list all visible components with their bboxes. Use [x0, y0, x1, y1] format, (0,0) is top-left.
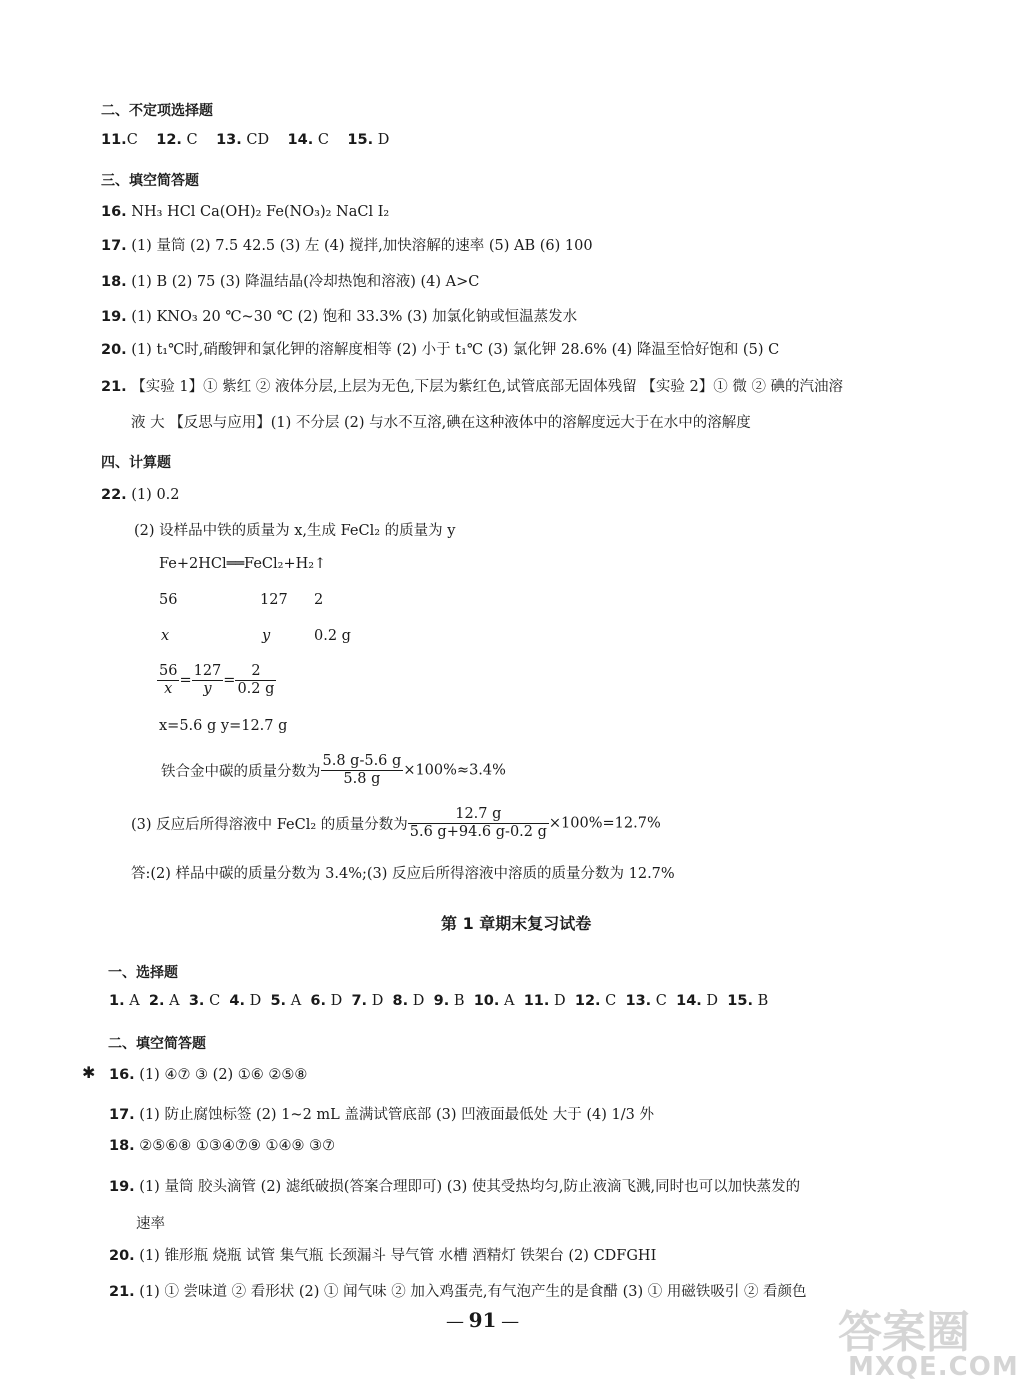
q-number: 20. — [101, 342, 127, 358]
q-number: 11. — [101, 132, 127, 148]
mc2-answers — [101, 132, 389, 148]
q-number: 16. — [101, 204, 127, 220]
section-title-multiple-choice: 二、不定项选择题 — [101, 103, 213, 119]
answer-text: (1) t₁℃时,硝酸钾和氯化钾的溶解度相等 (2) 小于 t₁℃ (3) 氯化钾 28.6% (4) 降温至恰好饱和 (5) C — [131, 342, 780, 358]
answer-line-20 — [101, 338, 779, 359]
carbon-fraction-line: 铁合金中碳的质量分数为 $\frac{5.8 g-5.6 g}{5.8 g}$ ×100%≈3.4% — [161, 753, 506, 787]
answer-text: (1) KNO₃ 20 ℃~30 ℃ (2) 饱和 33.3% (3) 加氯化钠或恒温蒸发水 — [131, 309, 578, 325]
q-number: 12. — [156, 132, 182, 148]
answer-line-c18: 18. ②⑤⑥⑧ ①③④⑦⑨ ①④⑨ ③⑦ — [109, 1138, 336, 1154]
fraction: $\frac{5.8 g-5.6 g}{5.8 g}$ — [322, 753, 402, 787]
answer: D — [377, 132, 390, 148]
answer-line-c19-cont: 速率 — [136, 1216, 165, 1232]
molar-mass-1: 56 — [159, 592, 178, 608]
result-line: x=5.6 g y=12.7 g — [159, 718, 288, 734]
fraction: $\frac{127}{y}$ — [193, 663, 222, 697]
section-title-fill-in-2: 二、填空简答题 — [108, 1036, 206, 1052]
final-answer: 答:(2) 样品中碳的质量分数为 3.4%;(3) 反应后所得溶液中溶质的质量分数为 12.7% — [131, 866, 675, 882]
q-number: 17. — [101, 238, 127, 254]
answer-line-c20: 20. (1) 锥形瓶 烧瓶 试管 集气瓶 长颈漏斗 导气管 水槽 酒精灯 铁架台 (2) CDFGHI — [109, 1248, 657, 1264]
q-number: 22. — [101, 487, 127, 503]
answer-line-c19: 19. (1) 量筒 胶头滴管 (2) 滤纸破损(答案合理即可) (3) 使其受热均匀,防止液滴飞溅,同时也可以加快蒸发的 — [109, 1179, 801, 1195]
answer-line-17 — [101, 234, 593, 255]
unknown-y: y — [262, 628, 271, 644]
mc1-answers: 1. A 2. A 3. C 4. D 5. A 6. D 7. D 8. D 9. B 10. A 11. D 12. C 13. C 14. D 15. B — [109, 993, 769, 1009]
answer-line-c21: 21. (1) ① 尝味道 ② 看形状 (2) ① 闻气味 ② 加入鸡蛋壳,有气泡产生的是食醋 (3) ① 用磁铁吸引 ② 看颜色 — [109, 1284, 807, 1300]
solution-fraction-line: (3) 反应后所得溶液中 FeCl₂ 的质量分数为 $\frac{12.7 g}{5.6 g+94.6 g-0.2 g}$ ×100%=12.7% — [131, 806, 661, 840]
watermark-url: MXQE.COM — [848, 1352, 1019, 1382]
answer-line-21 — [101, 375, 843, 396]
margin-mark: ✱ — [82, 1063, 96, 1082]
ratio-equation: $\frac{56}{x}$ = $\frac{127}{y}$ = $\frac{2}{0.2 g}$ — [159, 663, 275, 697]
q-number: 19. — [101, 309, 127, 325]
unknown-x: x — [161, 628, 170, 644]
fraction: $\frac{56}{x}$ — [159, 663, 178, 697]
answer-line-c17: 17. (1) 防止腐蚀标签 (2) 1~2 mL 盖满试管底部 (3) 凹液面最低处 大于 (4) 1/3 外 — [109, 1107, 654, 1123]
answer: C — [186, 132, 198, 148]
answer: C — [126, 132, 138, 148]
answer-text: (1) 0.2 — [131, 487, 180, 503]
answer-text: 【实验 1】① 紫红 ② 液体分层,上层为无色,下层为紫红色,试管底部无固体残留 【实验 2】① 微 ② 碘的汽油溶 — [131, 379, 844, 395]
answer-text: NH₃ HCl Ca(OH)₂ Fe(NO₃)₂ NaCl I₂ — [131, 204, 390, 220]
answer-line-16 — [101, 204, 389, 220]
answer-line-c16: 16. (1) ④⑦ ③ (2) ①⑥ ②⑤⑧ — [109, 1067, 308, 1083]
mass-h2: 0.2 g — [314, 628, 351, 644]
calc-setup: (2) 设样品中铁的质量为 x,生成 FeCl₂ 的质量为 y — [134, 523, 456, 539]
answer-line-21-cont: 液 大 【反思与应用】(1) 不分层 (2) 与水不互溶,碘在这种液体中的溶解度远大于在水中的溶解度 — [131, 415, 751, 431]
q-number: 13. — [216, 132, 242, 148]
watermark-logo: 答案圈 — [838, 1307, 970, 1358]
answer-line-19 — [101, 305, 577, 326]
molar-mass-3: 2 — [314, 592, 324, 608]
section-title-fill-in: 三、填空简答题 — [101, 173, 199, 189]
chemical-equation: Fe+2HCl══FeCl₂+H₂↑ — [159, 556, 327, 572]
page-number: — 91 — — [446, 1308, 520, 1332]
answer-line-18 — [101, 270, 479, 291]
q-number: 18. — [101, 274, 127, 290]
q-number: 14. — [287, 132, 314, 148]
answer: C — [317, 132, 329, 148]
answer-text: (1) 量筒 (2) 7.5 42.5 (3) 左 (4) 搅拌,加快溶解的速率 (5) AB (6) 100 — [131, 238, 593, 254]
q-number: 21. — [101, 379, 127, 395]
molar-mass-2: 127 — [260, 592, 288, 608]
fraction: $\frac{12.7 g}{5.6 g+94.6 g-0.2 g}$ — [409, 806, 547, 840]
q-number: 15. — [347, 132, 374, 148]
answer-line-22 — [101, 487, 180, 503]
chapter-title: 第 1 章期末复习试卷 — [441, 914, 592, 933]
fraction: $\frac{2}{0.2 g}$ — [237, 663, 275, 697]
answer: CD — [246, 132, 270, 148]
section-title-choice: 一、选择题 — [108, 965, 178, 981]
section-title-calculation: 四、计算题 — [101, 455, 171, 471]
answer-text: (1) B (2) 75 (3) 降温结晶(冷却热饱和溶液) (4) A>C — [131, 274, 480, 290]
